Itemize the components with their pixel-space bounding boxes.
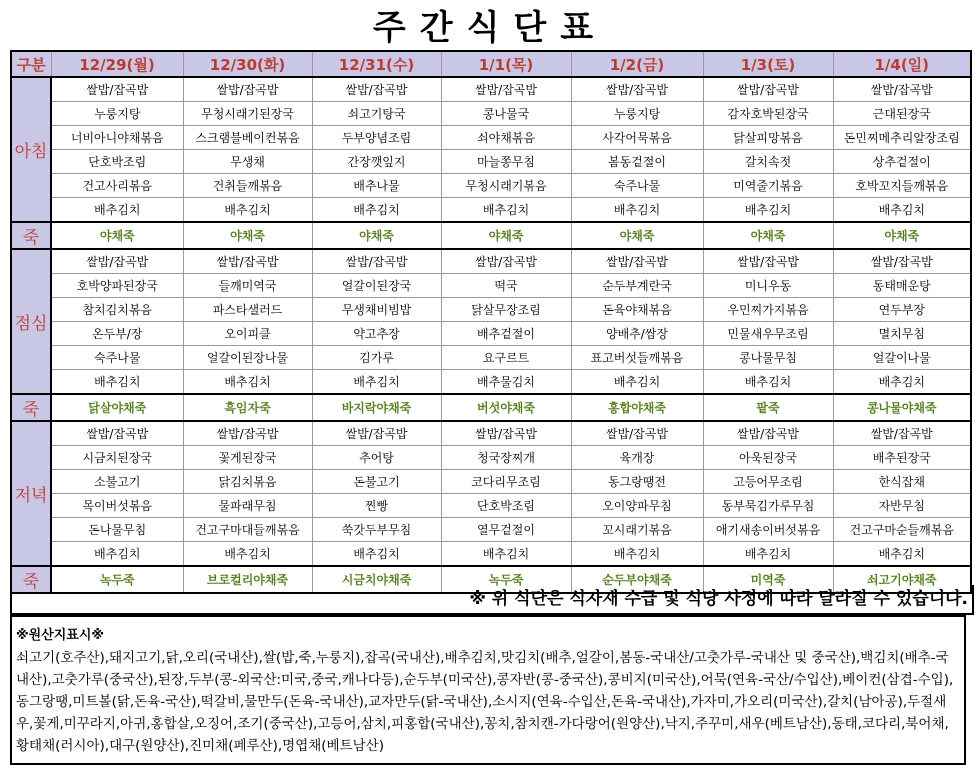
porridge-cell: 녹두죽 [51, 566, 183, 593]
porridge-cell: 바지락야채죽 [312, 394, 441, 421]
menu-row [11, 174, 971, 198]
menu-row [11, 249, 971, 274]
menu-cell: 배추김치 [833, 370, 971, 395]
menu-cell: 추어탕 [312, 446, 441, 470]
notice-text: ※ 위 식단은 식자재 수급 및 식당 사정에 따라 달라질 수 있습니다. [10, 585, 974, 615]
menu-cell: 쌀밥/잡곡밥 [183, 77, 312, 102]
porridge-cell: 야채죽 [183, 222, 312, 249]
menu-cell: 코다리무조림 [441, 470, 571, 494]
menu-cell: 쌀밥/잡곡밥 [183, 249, 312, 274]
gubun-header: 구분 [11, 51, 51, 77]
porridge-label: 죽 [11, 394, 51, 421]
menu-cell: 양배추/쌈장 [571, 322, 703, 346]
meal-label: 저녁 [11, 421, 51, 566]
porridge-row [11, 394, 971, 421]
menu-cell: 자반무침 [833, 494, 971, 518]
porridge-cell: 쇠고기야채죽 [833, 566, 971, 593]
menu-cell: 무생채 [183, 150, 312, 174]
menu-cell: 배추김치 [51, 198, 183, 223]
menu-cell: 닭김치볶음 [183, 470, 312, 494]
menu-cell: 동부묵김가루무침 [703, 494, 833, 518]
menu-cell: 쌀밥/잡곡밥 [183, 421, 312, 446]
menu-cell: 미니우동 [703, 274, 833, 298]
menu-cell: 배추김치 [833, 198, 971, 223]
menu-row [11, 322, 971, 346]
menu-row [11, 542, 971, 567]
menu-cell: 약고추장 [312, 322, 441, 346]
menu-cell: 무청시래기된장국 [183, 102, 312, 126]
menu-cell: 쌀밥/잡곡밥 [703, 249, 833, 274]
menu-cell: 동그랑땡전 [571, 470, 703, 494]
day-header: 12/31(수) [312, 51, 441, 77]
menu-row [11, 470, 971, 494]
porridge-row [11, 222, 971, 249]
porridge-cell: 브로컬리야채죽 [183, 566, 312, 593]
porridge-cell: 팥죽 [703, 394, 833, 421]
menu-cell: 배추물김치 [441, 370, 571, 395]
menu-cell: 누룽지탕 [51, 102, 183, 126]
menu-row [11, 77, 971, 102]
menu-cell: 배추김치 [703, 198, 833, 223]
menu-cell: 쌀밥/잡곡밥 [312, 77, 441, 102]
menu-cell: 온두부/장 [51, 322, 183, 346]
menu-cell: 얼갈이나물 [833, 346, 971, 370]
menu-cell: 배추김치 [703, 370, 833, 395]
menu-cell: 목이버섯볶음 [51, 494, 183, 518]
menu-cell: 배추김치 [312, 542, 441, 567]
day-header: 1/1(목) [441, 51, 571, 77]
menu-cell: 오이피클 [183, 322, 312, 346]
menu-cell: 청국장찌개 [441, 446, 571, 470]
menu-row [11, 446, 971, 470]
porridge-cell: 버섯야채죽 [441, 394, 571, 421]
menu-cell: 상추겉절이 [833, 150, 971, 174]
menu-cell: 배추김치 [571, 198, 703, 223]
menu-cell: 떡국 [441, 274, 571, 298]
menu-cell: 봄동겉절이 [571, 150, 703, 174]
porridge-cell: 야채죽 [51, 222, 183, 249]
menu-cell: 배추김치 [312, 370, 441, 395]
menu-cell: 쌀밥/잡곡밥 [51, 249, 183, 274]
menu-cell: 물파래무침 [183, 494, 312, 518]
menu-cell: 숙주나물 [51, 346, 183, 370]
menu-cell: 배추김치 [571, 370, 703, 395]
menu-cell: 고등어무조림 [703, 470, 833, 494]
porridge-cell: 야채죽 [441, 222, 571, 249]
menu-cell: 요구르트 [441, 346, 571, 370]
menu-cell: 사각어묵볶음 [571, 126, 703, 150]
menu-cell: 한식잡채 [833, 470, 971, 494]
menu-row [11, 370, 971, 395]
menu-row [11, 421, 971, 446]
menu-cell: 호박양파된장국 [51, 274, 183, 298]
menu-cell: 멸치무침 [833, 322, 971, 346]
menu-cell: 건고사리볶음 [51, 174, 183, 198]
porridge-cell: 시금치야채죽 [312, 566, 441, 593]
menu-cell: 돈나물무침 [51, 518, 183, 542]
porridge-cell: 미역죽 [703, 566, 833, 593]
menu-cell: 배추겉절이 [441, 322, 571, 346]
menu-cell: 무생채비빔밥 [312, 298, 441, 322]
menu-cell: 갈치속젓 [703, 150, 833, 174]
menu-cell: 돈육야채볶음 [571, 298, 703, 322]
menu-cell: 두부양념조림 [312, 126, 441, 150]
menu-cell: 호박꼬지들깨볶음 [833, 174, 971, 198]
menu-cell: 표고버섯들깨볶음 [571, 346, 703, 370]
menu-cell: 열무겉절이 [441, 518, 571, 542]
menu-cell: 쇠고기탕국 [312, 102, 441, 126]
menu-cell: 배추된장국 [833, 446, 971, 470]
menu-row [11, 102, 971, 126]
day-header: 12/29(월) [51, 51, 183, 77]
menu-cell: 배추김치 [312, 198, 441, 223]
menu-cell: 배추김치 [441, 198, 571, 223]
menu-cell: 스크램블베이컨볶음 [183, 126, 312, 150]
menu-cell: 쌀밥/잡곡밥 [833, 249, 971, 274]
menu-row [11, 298, 971, 322]
porridge-cell: 홍합야채죽 [571, 394, 703, 421]
menu-cell: 쌀밥/잡곡밥 [441, 421, 571, 446]
menu-cell: 쌀밥/잡곡밥 [703, 421, 833, 446]
menu-cell: 배추김치 [51, 542, 183, 567]
menu-cell: 숙주나물 [571, 174, 703, 198]
menu-cell: 감자호박된장국 [703, 102, 833, 126]
origin-title: ※원산지표시※ [16, 628, 105, 643]
menu-cell: 쌀밥/잡곡밥 [51, 421, 183, 446]
menu-cell: 단호박조림 [441, 494, 571, 518]
menu-cell: 누룽지탕 [571, 102, 703, 126]
porridge-cell: 야채죽 [833, 222, 971, 249]
menu-cell: 근대된장국 [833, 102, 971, 126]
porridge-cell: 야채죽 [312, 222, 441, 249]
day-header: 12/30(화) [183, 51, 312, 77]
porridge-cell: 순두부야채죽 [571, 566, 703, 593]
menu-cell: 민물새우무조림 [703, 322, 833, 346]
porridge-cell: 녹두죽 [441, 566, 571, 593]
porridge-cell: 야채죽 [571, 222, 703, 249]
menu-cell: 쌀밥/잡곡밥 [441, 249, 571, 274]
menu-cell: 쌀밥/잡곡밥 [833, 421, 971, 446]
menu-cell: 쌀밥/잡곡밥 [833, 77, 971, 102]
menu-row [11, 494, 971, 518]
menu-cell: 아욱된장국 [703, 446, 833, 470]
menu-cell: 건취들깨볶음 [183, 174, 312, 198]
menu-cell: 돈민찌메추리알장조림 [833, 126, 971, 150]
menu-cell: 쌀밥/잡곡밥 [312, 249, 441, 274]
menu-cell: 콩나물무침 [703, 346, 833, 370]
menu-row [11, 150, 971, 174]
menu-cell: 배추김치 [183, 542, 312, 567]
weekly-menu-table [10, 50, 972, 594]
porridge-cell: 닭살야채죽 [51, 394, 183, 421]
menu-cell: 배추나물 [312, 174, 441, 198]
menu-cell: 미역줄기볶음 [703, 174, 833, 198]
menu-cell: 쌀밥/잡곡밥 [571, 77, 703, 102]
menu-cell: 배추김치 [441, 542, 571, 567]
menu-cell: 쇠야채볶음 [441, 126, 571, 150]
menu-cell: 배추김치 [571, 542, 703, 567]
day-header: 1/2(금) [571, 51, 703, 77]
menu-cell: 배추김치 [183, 370, 312, 395]
menu-cell: 간장깻잎지 [312, 150, 441, 174]
menu-cell: 파스타샐러드 [183, 298, 312, 322]
menu-cell: 연두부장 [833, 298, 971, 322]
menu-cell: 쌀밥/잡곡밥 [571, 421, 703, 446]
menu-cell: 꼬시래기볶음 [571, 518, 703, 542]
porridge-cell: 흑임자죽 [183, 394, 312, 421]
menu-cell: 닭살피망볶음 [703, 126, 833, 150]
menu-cell: 오이양파무침 [571, 494, 703, 518]
porridge-cell: 야채죽 [703, 222, 833, 249]
menu-cell: 건고구마대들깨볶음 [183, 518, 312, 542]
menu-cell: 찐빵 [312, 494, 441, 518]
day-header: 1/4(일) [833, 51, 971, 77]
menu-cell: 닭살무장조림 [441, 298, 571, 322]
menu-cell: 배추김치 [183, 198, 312, 223]
origin-box [10, 615, 966, 765]
menu-cell: 육개장 [571, 446, 703, 470]
menu-cell: 얼갈이된장나물 [183, 346, 312, 370]
menu-cell: 무청시래기볶음 [441, 174, 571, 198]
menu-row [11, 346, 971, 370]
header-row [11, 51, 971, 77]
day-header: 1/3(토) [703, 51, 833, 77]
menu-row [11, 274, 971, 298]
menu-cell: 들깨미역국 [183, 274, 312, 298]
menu-cell: 참치김치볶음 [51, 298, 183, 322]
meal-label: 점심 [11, 249, 51, 394]
menu-cell: 애기새송이버섯볶음 [703, 518, 833, 542]
menu-cell: 배추김치 [833, 542, 971, 567]
porridge-label: 죽 [11, 566, 51, 593]
menu-cell: 시금치된장국 [51, 446, 183, 470]
menu-cell: 쌀밥/잡곡밥 [703, 77, 833, 102]
menu-cell: 꽃게된장국 [183, 446, 312, 470]
menu-row [11, 198, 971, 223]
menu-cell: 마늘쫑무침 [441, 150, 571, 174]
page-title: 주간식단표 [372, 8, 608, 48]
menu-cell: 쌀밥/잡곡밥 [571, 249, 703, 274]
menu-cell: 쌀밥/잡곡밥 [441, 77, 571, 102]
porridge-cell: 콩나물야채죽 [833, 394, 971, 421]
menu-row [11, 518, 971, 542]
menu-cell: 쌀밥/잡곡밥 [51, 77, 183, 102]
menu-cell: 너비아니야채볶음 [51, 126, 183, 150]
menu-cell: 배추김치 [703, 542, 833, 567]
menu-cell: 건고구마순들깨볶음 [833, 518, 971, 542]
meal-label: 아침 [11, 77, 51, 222]
menu-cell: 소불고기 [51, 470, 183, 494]
menu-cell: 김가루 [312, 346, 441, 370]
menu-cell: 쑥갓두부무침 [312, 518, 441, 542]
menu-cell: 동태매운탕 [833, 274, 971, 298]
menu-row [11, 126, 971, 150]
porridge-label: 죽 [11, 222, 51, 249]
menu-cell: 순두부계란국 [571, 274, 703, 298]
origin-text: 쇠고기(호주산),돼지고기,닭,오리(국내산),쌀(밥,죽,누룽지),잡곡(국내산),배추김치,맛김치(배추,얼갈이,봄동-국내산/고춧가루-국내산 및 중국산),백김치(배추-국내산),고춧가루(중국산),된장,두부(콩-외국산:미국,중국,캐나다등),순두부(미국산),콩자반(콩-중국산),콩비지(미국산),어묵(연육-국산/수입산),베이컨(삼겹-수입),동그랑땡,미트볼(닭,돈육-국산),떡갈비,물만두(돈육-국내산),교자만두(닭-국내산),소시지(연육-수입산,돈육-국내산),가자미,가오리(미국산),갈치(남아공),두절새우,꽃게,미꾸라지,아귀,홍합살,오징어,조기(중국산),고등어,삼치,피홍합(국내산),꽁치,참치캔-가다랑어(원양산),낙지,주꾸미,새우(베트남산),동태,코다리,북어채,황태채(러시아),대구(원양산),진미채(페루산),명엽채(베트남산) [16, 650, 954, 754]
menu-cell: 돈불고기 [312, 470, 441, 494]
menu-cell: 콩나물국 [441, 102, 571, 126]
menu-cell: 배추김치 [51, 370, 183, 395]
menu-cell: 얼갈이된장국 [312, 274, 441, 298]
menu-cell: 단호박조림 [51, 150, 183, 174]
menu-cell: 쌀밥/잡곡밥 [312, 421, 441, 446]
menu-cell: 우민찌가지볶음 [703, 298, 833, 322]
